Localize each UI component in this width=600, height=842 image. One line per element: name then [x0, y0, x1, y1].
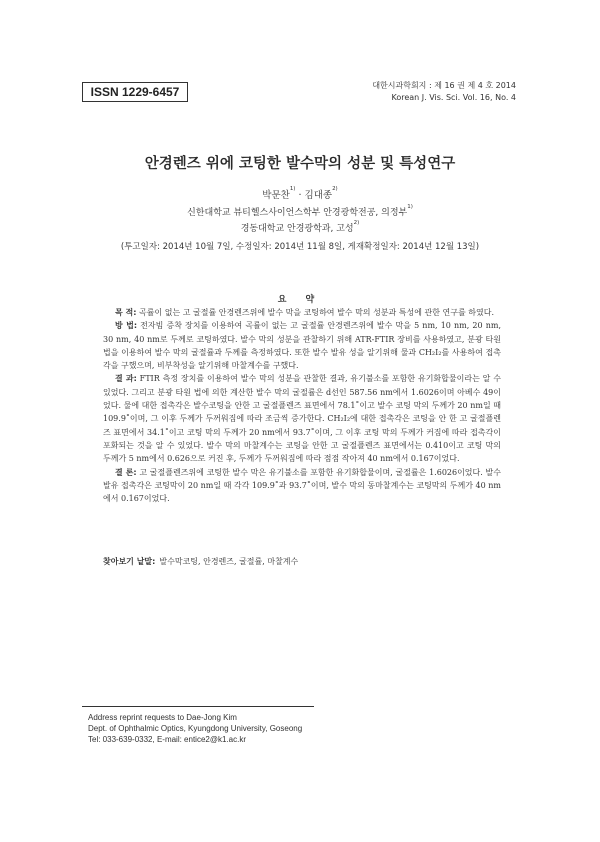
footnote-line: Dept. of Ophthalmic Optics, Kyungdong University, Goseong [88, 724, 303, 733]
journal-info [372, 80, 516, 104]
footnote-line: Address reprint requests to Dae-Jong Kim [88, 713, 237, 722]
issn-box [82, 82, 188, 102]
abstract-body [103, 306, 501, 505]
keywords-line [103, 556, 523, 567]
author-affil-mark: 1) [289, 186, 296, 192]
keywords-text: 발수막코팅, 안경렌즈, 굴절률, 마찰계수 [159, 557, 299, 566]
footnote-divider [82, 706, 314, 707]
author-line [0, 187, 600, 201]
correspondence-footnote [88, 712, 302, 745]
author-separator: · [295, 190, 305, 201]
abstract-paragraph [103, 306, 501, 319]
keywords-label: 찾아보기 낱말: [103, 557, 156, 566]
issn-text: ISSN 1229-6457 [90, 85, 180, 99]
section-text: 곡률이 없는 고 굴절률 안경렌즈위에 발수 막을 코팅하여 발수 막의 성분과 특성에 관한 연구를 하였다. [136, 308, 494, 317]
footnote-line: Tel: 033-639-0332, E-mail: entice2@k1.ac.kr [88, 735, 246, 744]
abstract-heading: 요 약 [277, 295, 323, 305]
journal-korean: 대한시과학회지 : 제 16 권 제 4 호 2014 [372, 81, 516, 90]
journal-english: Korean J. Vis. Sci. Vol. 16, No. 4 [391, 93, 516, 102]
section-label: 결 과: [115, 374, 137, 384]
author-affil-mark: 2) [332, 186, 338, 192]
submission-dates: (투고일자: 2014년 10월 7일, 수정일자: 2014년 11월 8일, 게재확정일자: 2014년 12월 13일) [120, 242, 480, 252]
section-text: FTIR 측정 장치를 이용하여 발수 막의 성분을 관찰한 결과, 유기불소를 포함한 유기화합물이라는 알 수 있었다. 그리고 분광 타원 법에 의한 계산한 발수 막의 굴절률은 d선인 587.56 nm에서 1.6026이며 아베수 49이었다. 물에 대한 접촉각은 발수코팅을 안한 고 굴절플렌즈 표면에서 78.1˚이고 발수 코팅 막의 두께가 20 nm일 때 109.9˚이며, 그 이후 두께가 두꺼워짐에 따라 조금씩 증가한다. CH₂I₂에 대한 접촉각은 코팅을 안 한 고 굴절플렌즈 표면에서 34.1˚이고 코팅 막의 두께가 20 nm에서 93.7˚이며, 그 이후 코팅 막의 두께가 커짐에 따라 접촉각이 포화되는 것을 알 수 있었다. 발수 막의 마찰계수는 코팅을 안한 고 굴절플렌즈 표면에서는 0.410이고 코팅 막의 두께가 5 nm에서 0.626으로 커진 후, 두께가 두꺼워짐에 따라 점점 작아져 40 nm에서 0.167이었다. [103, 374, 501, 464]
section-label: 결 론: [115, 467, 137, 477]
affiliation-line [0, 221, 600, 234]
paper-title: 안경렌즈 위에 코팅한 발수막의 성분 및 특성연구 [144, 156, 456, 172]
author-name: 김대종 [304, 190, 333, 201]
section-label: 목 적: [115, 308, 137, 317]
section-text: 고 굴절플렌즈위에 코팅한 발수 막은 유기불소를 포함한 유기화합물이며, 굴절률은 1.6026이었다. 발수 발유 접촉각은 코팅막이 20 nm일 때 각각 109.9˚과 93.7˚이며, 발수 막의 동마찰계수는 코팅막의 두께가 40 nm에서 0.167이었다. [103, 467, 501, 504]
affiliation-mark: 2) [353, 220, 360, 226]
abstract-paragraph [103, 466, 501, 506]
section-text: 전자빔 증착 장치를 이용하여 곡률이 없는 고 굴절률 안경렌즈위에 발수 막을 5 nm, 10 nm, 20 nm, 30 nm, 40 nm로 두께로 코팅하였다. 발수 막의 성분을 관찰하기 위해 ATR-FTIR 장비를 사용하였고, 분광 타원 법을 이용하여 발수 막의 굴절률과 두께를 측정하였다. 또한 발수 발유 성을 알기위해 물과 CH₂I₂를 사용하여 접촉각을 구했으며, 비부착성을 알기위해 마찰계수를 구했다. [103, 321, 501, 371]
abstract-paragraph [103, 319, 501, 372]
affiliation-mark: 1) [407, 204, 413, 210]
affiliation-text: 신한대학교 뷰티헬스사이언스학부 안경광학전공, 의정부 [187, 208, 408, 218]
abstract-paragraph [103, 372, 501, 465]
affiliation-line [0, 205, 600, 218]
section-label: 방 법: [115, 321, 138, 331]
affiliation-text: 경동대학교 안경광학과, 고성 [240, 224, 354, 234]
author-name: 박문찬 [262, 190, 290, 201]
